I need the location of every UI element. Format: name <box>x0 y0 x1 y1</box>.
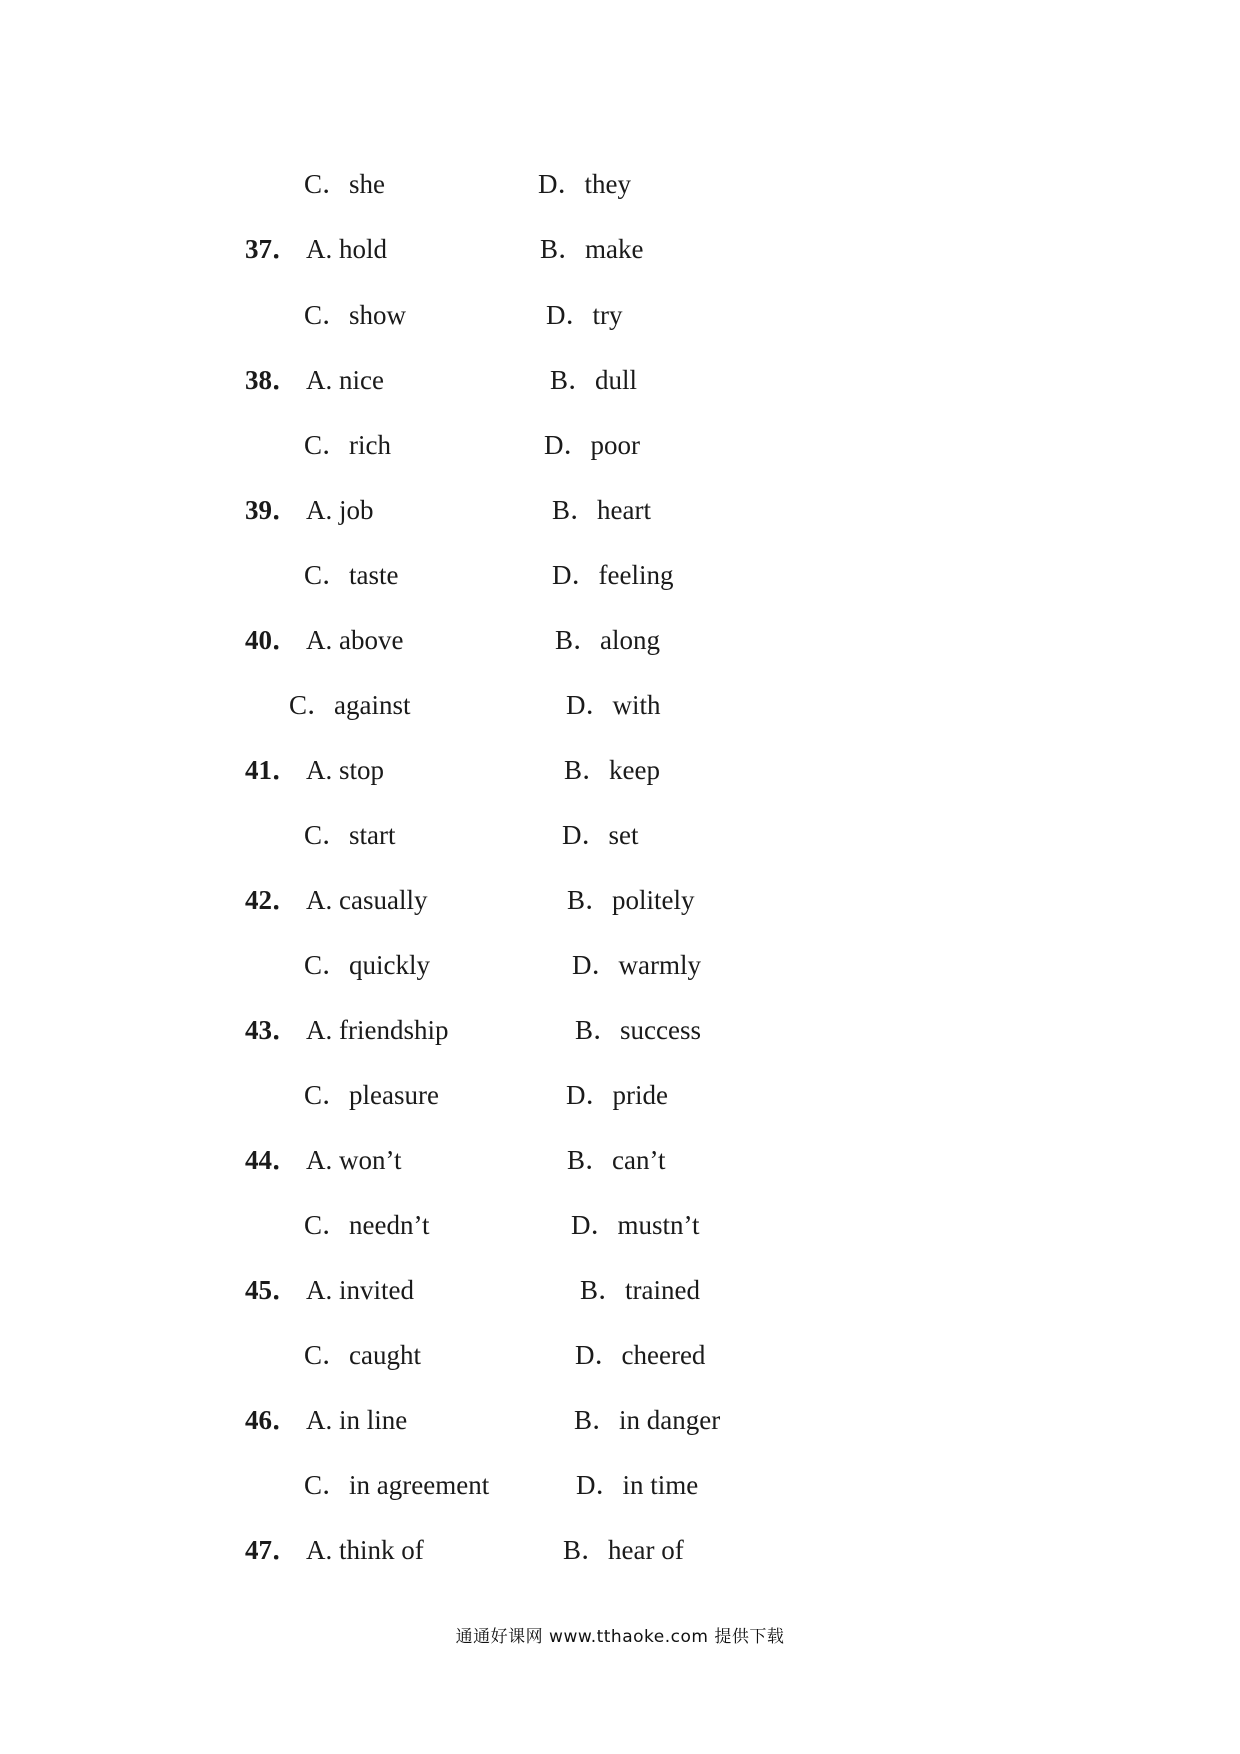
question-row-38 <box>0 360 1240 400</box>
option-b: B．in danger <box>574 1405 721 1435</box>
option-a: A. invited <box>306 1275 414 1305</box>
option-a: A. friendship <box>306 1015 449 1045</box>
option-b: B．keep <box>564 755 660 785</box>
option-row <box>0 1335 1240 1375</box>
option-a: A. nice <box>306 365 384 395</box>
option-row <box>0 815 1240 855</box>
question-number: 44． <box>245 1145 299 1175</box>
option-c: C．quickly <box>304 950 430 980</box>
option-row <box>0 1075 1240 1115</box>
question-row-47 <box>0 1530 1240 1570</box>
option-c: C．start <box>304 820 396 850</box>
question-number: 39． <box>245 495 299 525</box>
page-footer: 通通好课网 www.tthaoke.com 提供下载 <box>455 1627 785 1647</box>
question-number: 45． <box>245 1275 299 1305</box>
option-c: C．show <box>304 300 407 330</box>
option-d: D．mustn’t <box>571 1210 700 1240</box>
option-c: C．in agreement <box>304 1470 490 1500</box>
question-number: 47． <box>245 1535 299 1565</box>
option-b: B．heart <box>552 495 651 525</box>
question-row-44 <box>0 1140 1240 1180</box>
option-a: A. won’t <box>306 1145 402 1175</box>
option-d: D．try <box>546 300 623 330</box>
option-b: B．success <box>575 1015 701 1045</box>
question-number: 43． <box>245 1015 299 1045</box>
question-number: 38． <box>245 365 299 395</box>
option-c: C．needn’t <box>304 1210 430 1240</box>
option-c: C．she <box>304 169 385 199</box>
question-number: 37． <box>245 234 299 264</box>
question-row-41 <box>0 750 1240 790</box>
option-row <box>0 555 1240 595</box>
option-b: B．can’t <box>567 1145 666 1175</box>
option-b: B．trained <box>580 1275 700 1305</box>
option-d: D．in time <box>576 1470 699 1500</box>
option-row <box>0 164 1240 204</box>
option-c: C．against <box>289 690 411 720</box>
option-a: A. casually <box>306 885 428 915</box>
option-row <box>0 295 1240 335</box>
option-b: B．along <box>555 625 660 655</box>
option-b: B．politely <box>567 885 695 915</box>
option-c: C．caught <box>304 1340 421 1370</box>
option-d: D．warmly <box>572 950 701 980</box>
option-d: D．cheered <box>575 1340 706 1370</box>
option-a: A. think of <box>306 1535 424 1565</box>
option-c: C．taste <box>304 560 399 590</box>
option-d: D．feeling <box>552 560 674 590</box>
option-a: A. in line <box>306 1405 408 1435</box>
option-a: A. hold <box>306 234 387 264</box>
question-row-42 <box>0 880 1240 920</box>
option-a: A. stop <box>306 755 385 785</box>
option-d: D．poor <box>544 430 640 460</box>
option-b: B．dull <box>550 365 638 395</box>
option-b: B．make <box>540 234 644 264</box>
question-row-40 <box>0 620 1240 660</box>
option-d: D．with <box>566 690 661 720</box>
question-number: 40． <box>245 625 299 655</box>
question-row-39 <box>0 490 1240 530</box>
option-d: D．they <box>538 169 631 199</box>
option-row <box>0 945 1240 985</box>
option-b: B．hear of <box>563 1535 684 1565</box>
option-d: D．pride <box>566 1080 668 1110</box>
option-a: A. job <box>306 495 374 525</box>
option-a: A. above <box>306 625 404 655</box>
option-row <box>0 425 1240 465</box>
question-row-43 <box>0 1010 1240 1050</box>
option-c: C．pleasure <box>304 1080 439 1110</box>
option-c: C．rich <box>304 430 391 460</box>
option-row <box>0 1465 1240 1505</box>
question-row-37 <box>0 229 1240 269</box>
question-row-45 <box>0 1270 1240 1310</box>
question-row-46 <box>0 1400 1240 1440</box>
question-number: 41． <box>245 755 299 785</box>
question-number: 42． <box>245 885 299 915</box>
question-number: 46． <box>245 1405 299 1435</box>
option-d: D．set <box>562 820 639 850</box>
option-row <box>0 1205 1240 1245</box>
option-row <box>0 685 1240 725</box>
